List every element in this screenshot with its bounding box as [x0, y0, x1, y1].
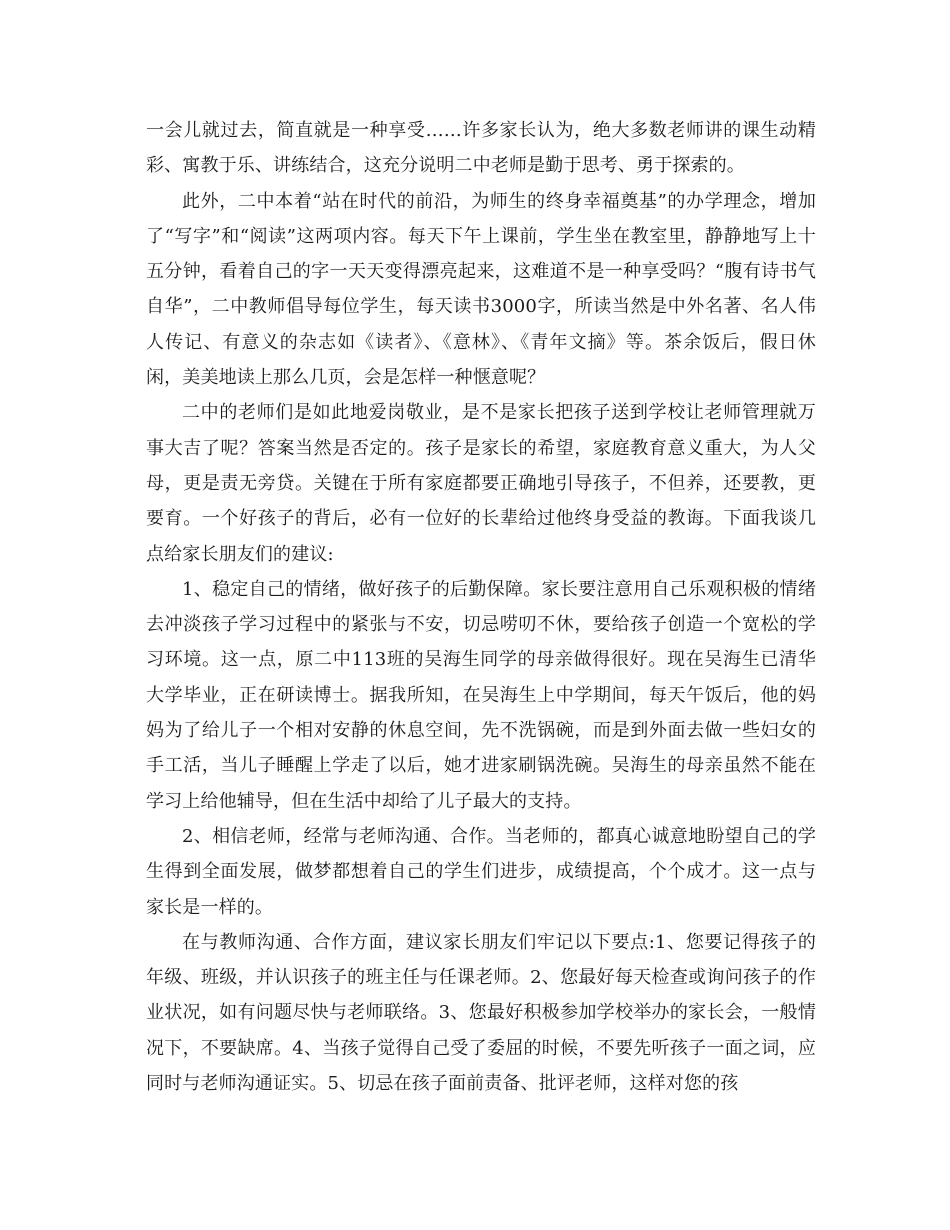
paragraph-communication-tips: 在与教师沟通、合作方面，建议家长朋友们牢记以下要点:1、您要记得孩子的年级、班级，并认识孩子的班主任与任课老师。2、您最好每天检查或询问孩子的作业状况，如有问题尽快与老师联络。3、您最好积极参加学校举办的家长会，一般情况下，不要缺席。4、当孩子觉得自己受了委屈的时候，不要先听孩子一面之词，应同时与老师沟通证实。5、切忌在孩子面前责备、批评老师，这样对您的孩 [146, 931, 816, 1095]
paragraph-suggestion-1: 1、稳定自己的情绪，做好孩子的后勤保障。家长要注意用自己乐观积极的情绪去冲淡孩子学习过程中的紧张与不安，切忌唠叨不休，要给孩子创造一个宽松的学习环境。这一点，原二中113班的吴海生同学的母亲做得很好。现在吴海生已清华大学毕业，正在研读博士。据我所知，在吴海生上中学期间，每天午饭后，他的妈妈为了给儿子一个相对安静的休息空间，先不洗锅碗，而是到外面去做一些妇女的手工活，当儿子睡醒上学走了以后，她才进家刷锅洗碗。吴海生的母亲虽然不能在学习上给他辅导，但在生活中却给了儿子最大的支持。 [146, 578, 816, 812]
paragraph-suggestion-2: 2、相信老师，经常与老师沟通、合作。当老师的，都真心诚意地盼望自己的学生得到全面发展，做梦都想着自己的学生们进步，成绩提高，个个成才。这一点与家长是一样的。 [146, 825, 816, 918]
document-body [146, 113, 816, 1101]
paragraph-family-education: 二中的老师们是如此地爱岗敬业，是不是家长把孩子送到学校让老师管理就万事大吉了呢？答案当然是否定的。孩子是家长的希望，家庭教育意义重大，为人父母，更是责无旁贷。关键在于所有家庭都要正确地引导孩子，不但养，还要教，更要育。一个好孩子的背后，必有一位好的长辈给过他终身受益的教诲。下面我谈几点给家长朋友们的建议: [146, 402, 816, 565]
paragraph-continuation: 一会儿就过去，简直就是一种享受……许多家长认为，绝大多数老师讲的课生动精彩、寓教于乐、讲练结合，这充分说明二中老师是勤于思考、勇于探索的。 [146, 120, 816, 177]
paragraph-writing-reading: 此外，二中本着“站在时代的前沿，为师生的终身幸福奠基”的办学理念，增加了“写字”和“阅读”这两项内容。每天下午上课前，学生坐在教室里，静静地写上十五分钟，看着自己的字一天天变得漂亮起来，这难道不是一种享受吗？“腹有诗书气自华”，二中教师倡导每位学生，每天读书3000字，所读当然是中外名著、名人伟人传记、有意义的杂志如《读者》、《意林》、《青年文摘》等。茶余饭后，假日休闲，美美地读上那么几页，会是怎样一种惬意呢？ [146, 190, 816, 389]
